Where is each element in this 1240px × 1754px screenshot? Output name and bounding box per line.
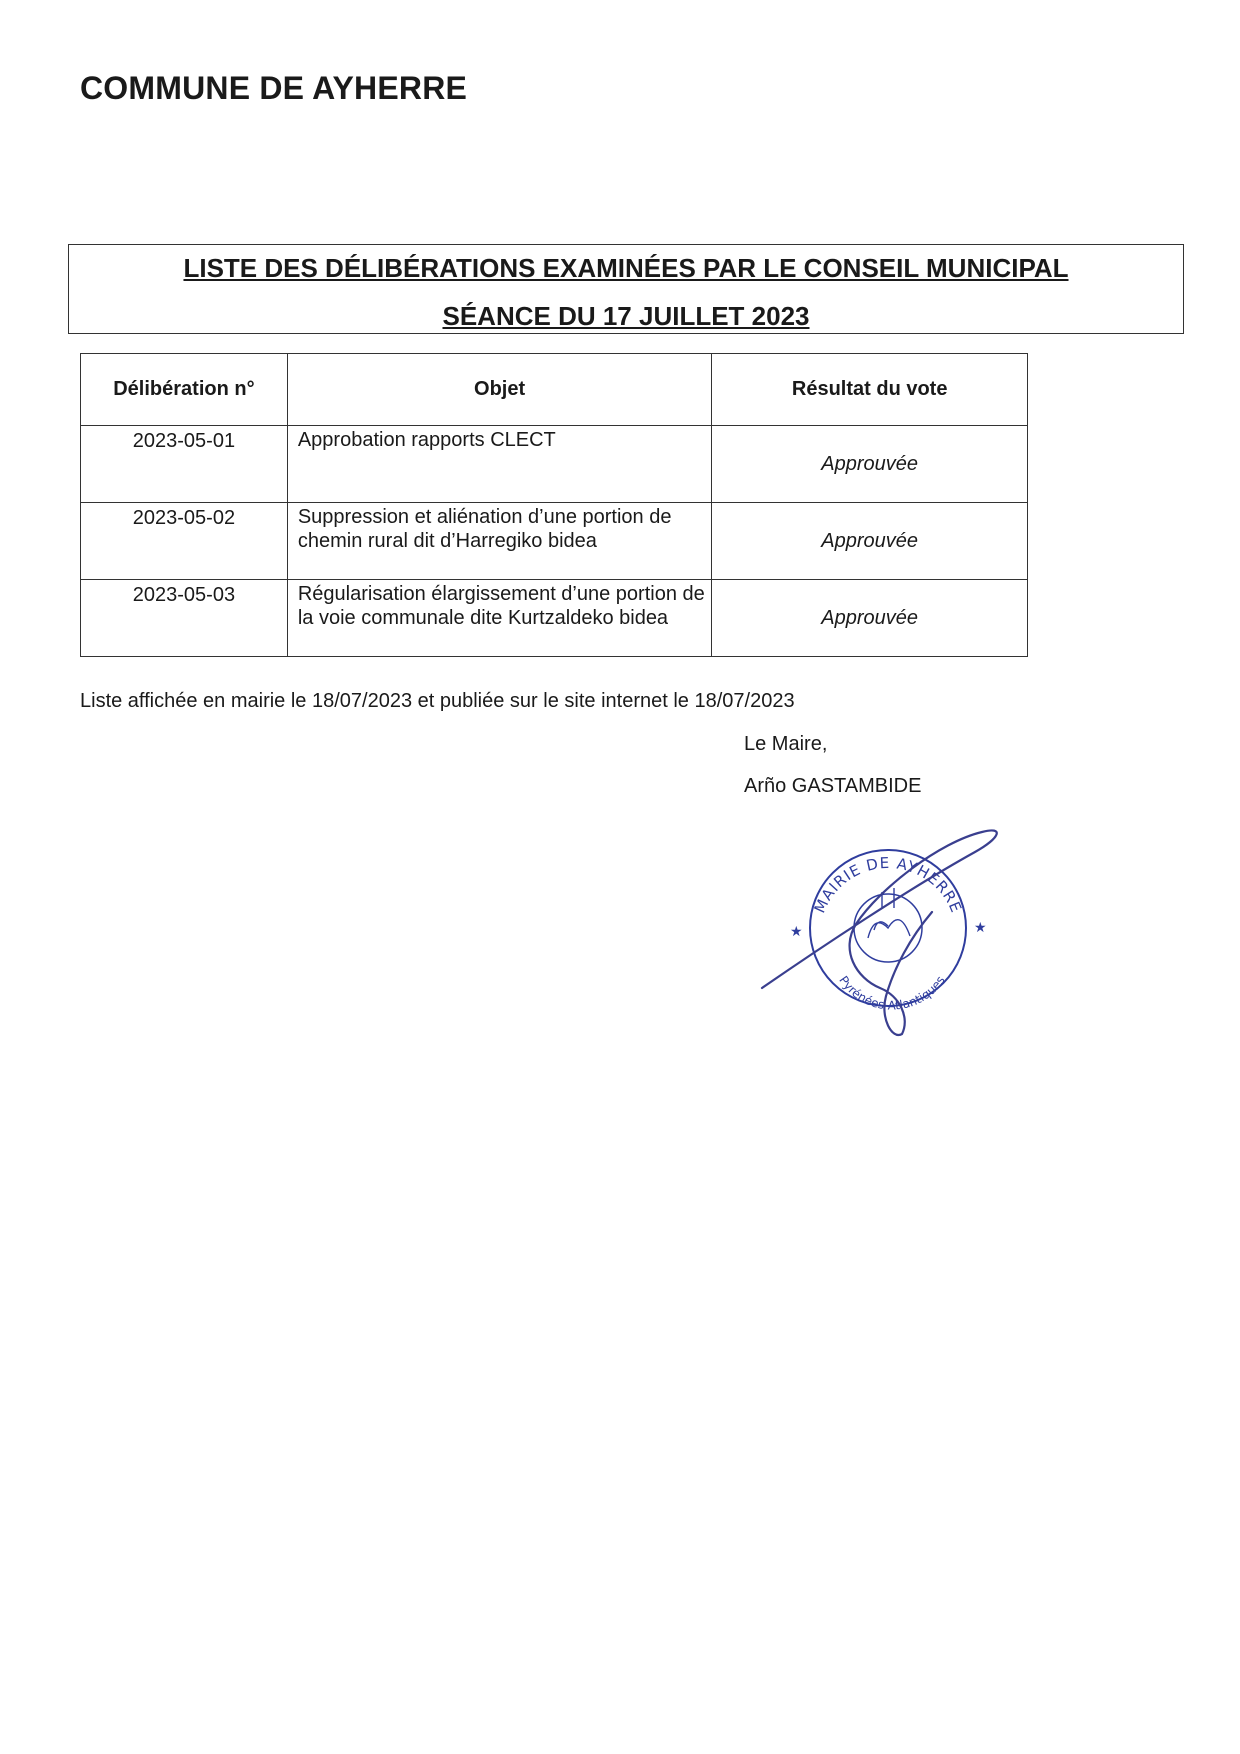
stamp-top-text: MAIRIE DE AYHERRE: [810, 853, 966, 916]
mairie-stamp-and-signature: [760, 828, 1010, 1038]
stamp-bottom-text: Pyrénées-Atlantiques: [836, 973, 948, 1013]
header-deliberation-number: Délibération n°: [81, 354, 288, 426]
commune-name: COMMUNE DE AYHERRE: [80, 70, 468, 106]
deliberations-table: [80, 353, 1028, 657]
deliberation-objet: Suppression et aliénation d’une portion de chemin rural dit d’Harregiko bidea: [287, 503, 712, 580]
table-row: [81, 503, 1028, 580]
deliberation-number: 2023-05-01: [81, 426, 288, 503]
header-objet: Objet: [287, 354, 712, 426]
deliberation-number: 2023-05-02: [81, 503, 288, 580]
document-title: LISTE DES DÉLIBÉRATIONS EXAMINÉES PAR LE CONSEIL MUNICIPAL: [183, 253, 1069, 283]
mayor-name: Arño GASTAMBIDE: [744, 775, 922, 797]
deliberation-number: 2023-05-03: [81, 580, 288, 657]
deliberation-objet: Approbation rapports CLECT: [287, 426, 712, 503]
document-title-box: [68, 244, 1184, 334]
publication-notice: Liste affichée en mairie le 18/07/2023 et publiée sur le site internet le 18/07/2023: [80, 690, 795, 712]
vote-result: Approuvée: [712, 580, 1028, 657]
vote-result: Approuvée: [712, 426, 1028, 503]
table-row: [81, 580, 1028, 657]
vote-result: Approuvée: [712, 503, 1028, 580]
stamp-star-left-icon: ★: [790, 923, 803, 939]
stamp-star-right-icon: ★: [974, 919, 987, 935]
session-date-title: SÉANCE DU 17 JUILLET 2023: [442, 301, 810, 331]
mayor-label: Le Maire,: [744, 733, 828, 755]
header-resultat: Résultat du vote: [712, 354, 1028, 426]
table-row: [81, 426, 1028, 503]
table-header-row: [81, 354, 1028, 426]
deliberation-objet: Régularisation élargissement d’une portion de la voie communale dite Kurtzaldeko bidea: [287, 580, 712, 657]
